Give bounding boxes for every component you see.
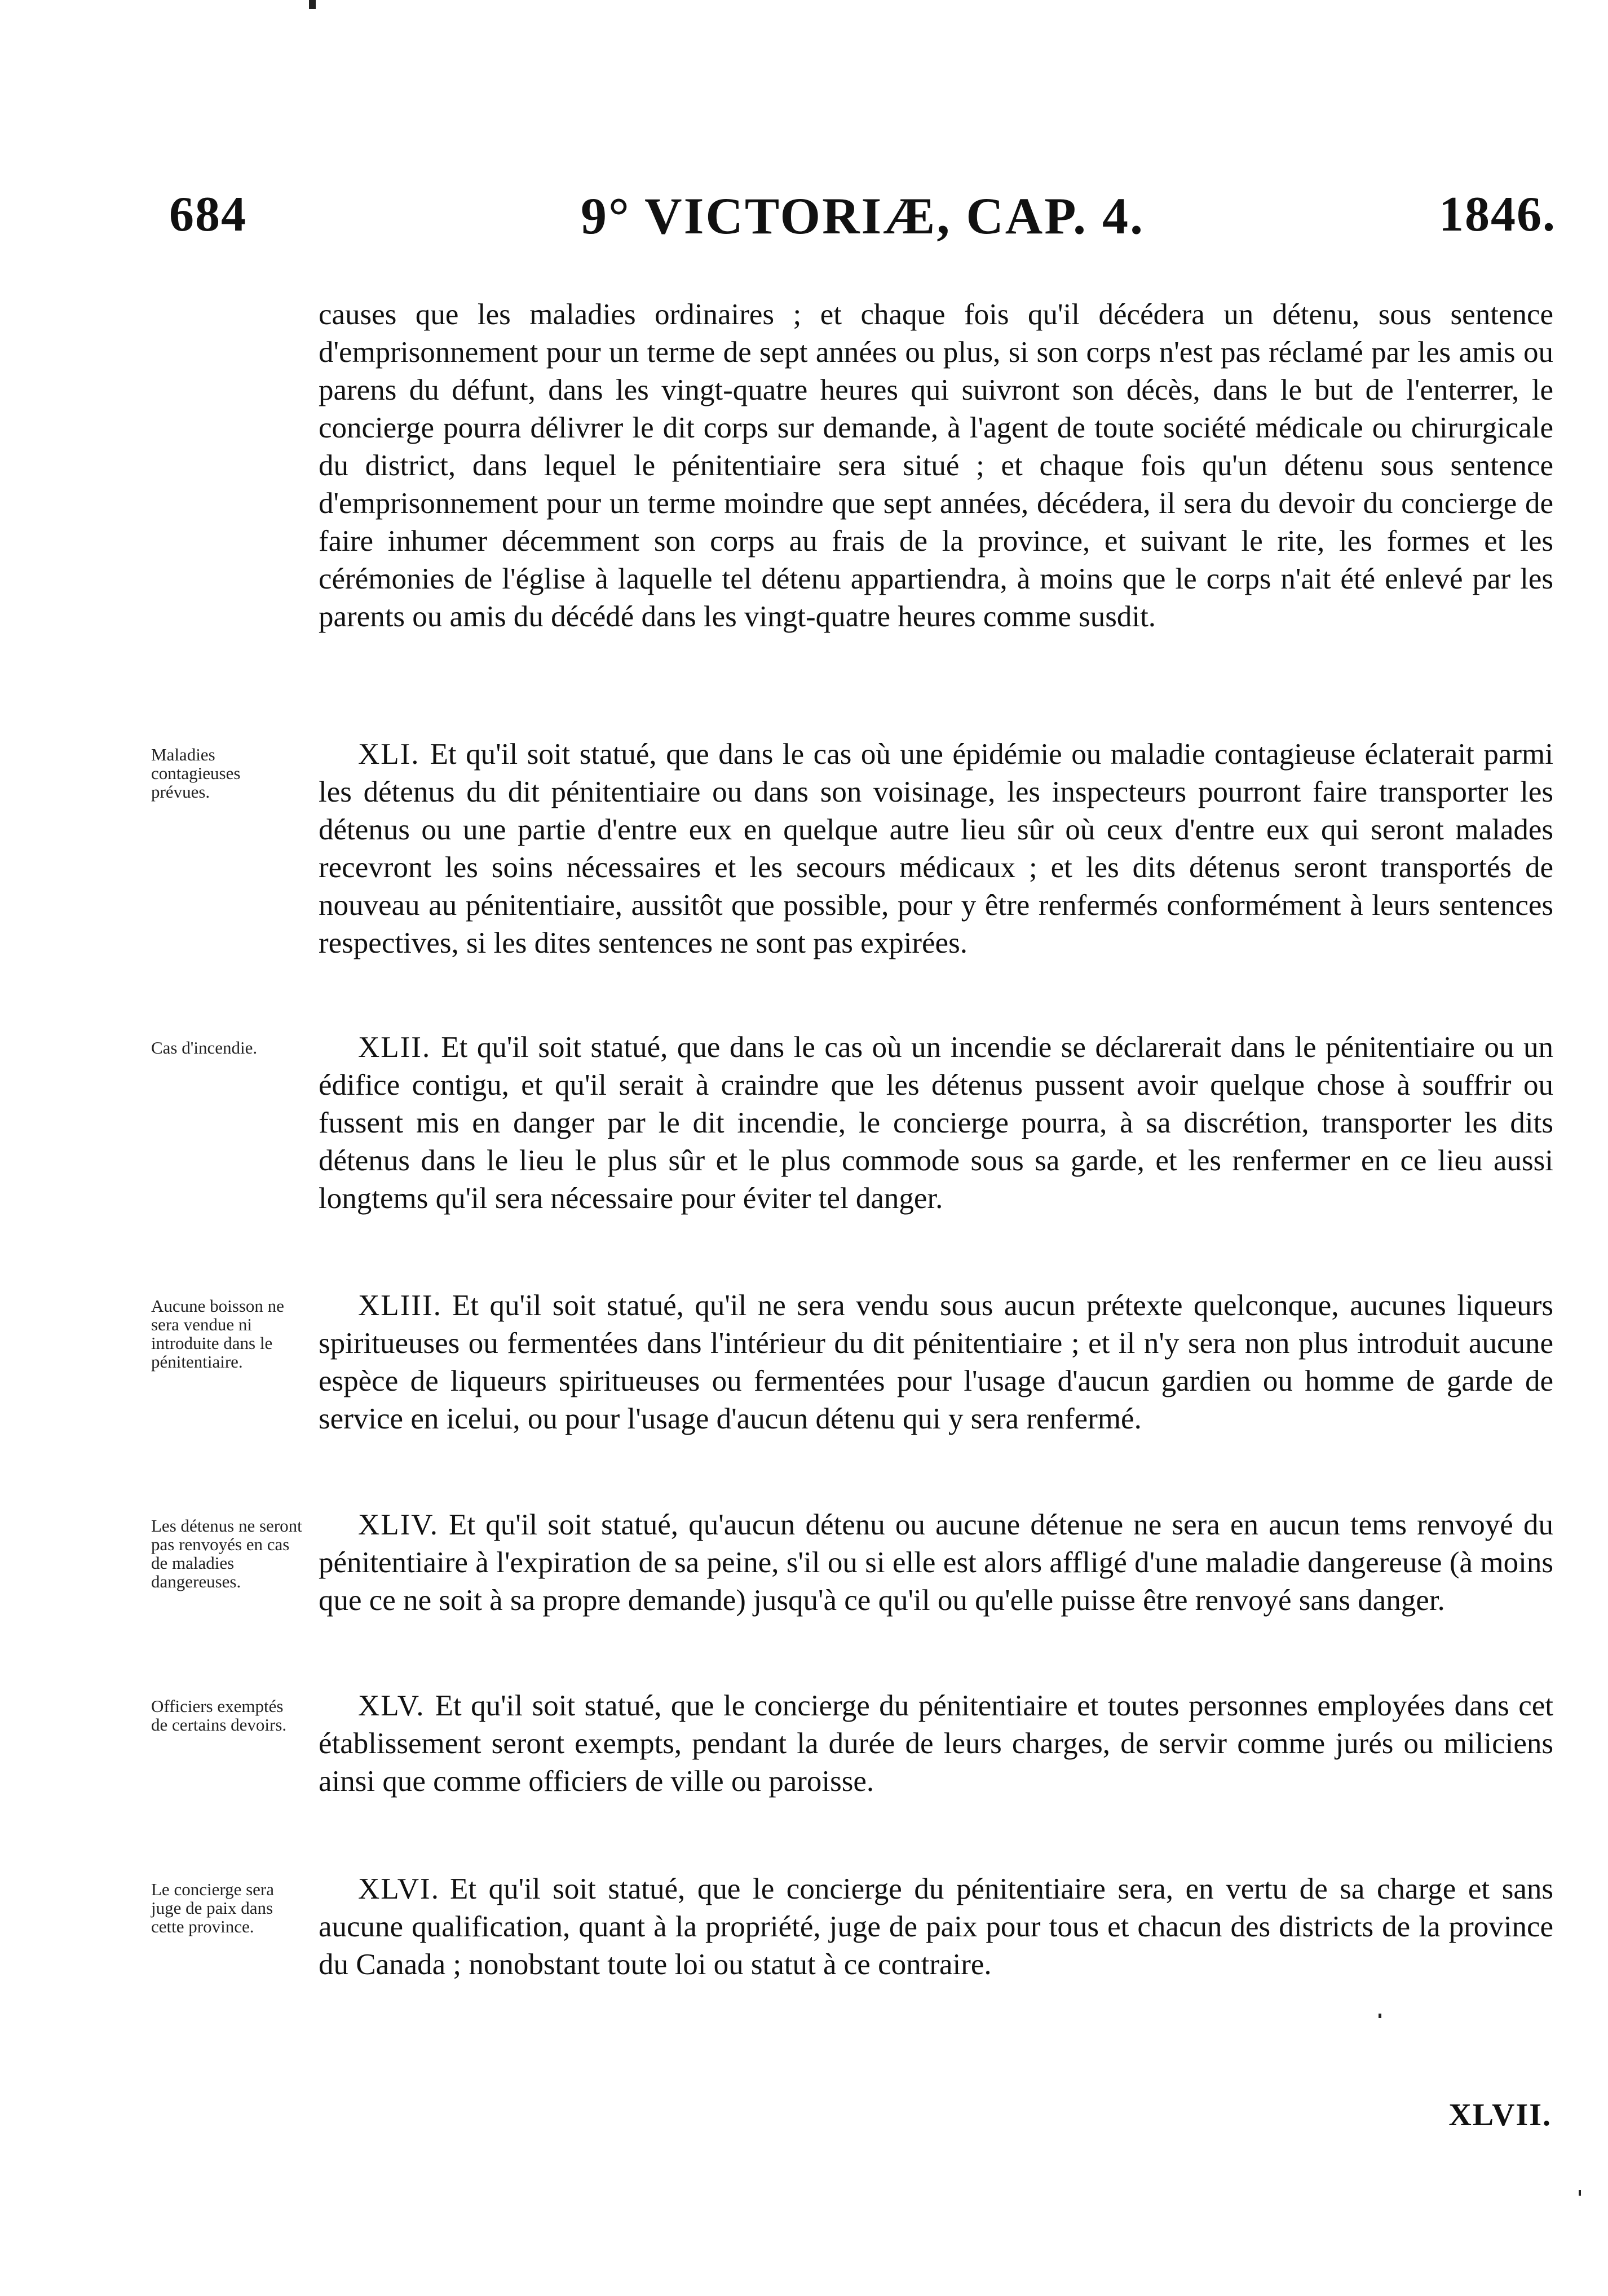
running-title: 9° VICTORIÆ, CAP. 4. [581, 187, 1145, 245]
catchword: XLVII. [1448, 2098, 1552, 2133]
section-text: Et qu'il soit statué, que le concierge du pénitentiaire et toutes personnes employées dans cet établissement seront exempts, pendant la durée de leurs charges, de servir comme jurés ou miliciens ainsi que comme officiers de ville ou paroisse. [319, 1689, 1553, 1798]
page-header [169, 186, 1556, 248]
section-text: Et qu'il soit statué, qu'il ne sera vendu sous aucun prétexte quelconque, aucunes liqueurs spiritueuses ou fermentées dans l'intérieur du dit pénitentiaire ; et il n'y sera non plus introduit aucune espèce de liqueurs spiritueuses ou fermentées pour l'usage d'aucun gardien ou homme de garde de service en icelui, ou pour l'usage d'aucun détenu qui y sera renfermé. [319, 1289, 1553, 1435]
print-speck [309, 0, 316, 9]
section-text: Et qu'il soit statué, que le concierge du pénitentiaire sera, en vertu de sa charge et sans aucune qualification, quant à la propriété, juge de paix pour tous et chacun des districts de la province du Canada ; nonobstant toute loi ou statut à ce contraire. [319, 1873, 1553, 1981]
section-xliv [319, 1506, 1553, 1620]
section-number: XLI. [358, 738, 420, 771]
section-text: Et qu'il soit statué, que dans le cas où un incendie se déclarerait dans le pénitentiaire ou un édifice contigu, et qu'il serait à craindre que les détenus pussent avoir quelque chose à souffrir ou fussent mis en danger par le dit incendie, le concierge pourra, à sa discrétion, transporter les dits détenus dans le lieu le plus sûr et le plus commode sous sa garde, et les renfermer en ce lieu aussi longtems qu'il sera nécessaire pour éviter tel danger. [319, 1031, 1553, 1215]
print-speck [1379, 2014, 1381, 2018]
section-xliii [319, 1287, 1553, 1438]
margin-note-xliii: Aucune boisson ne sera vendue ni introduite dans le pénitentiaire. [151, 1296, 284, 1372]
intro-paragraph: causes que les maladies ordinaires ; et chaque fois qu'il décédera un détenu, sous sentence d'emprisonnement pour un terme de sept années ou plus, si son corps n'est pas réclamé par les amis ou parens du défunt, dans les vingt-quatre heures qui suivront son décès, dans le but de l'enterrer, le concierge pourra délivrer le dit corps sur demande, à l'agent de toute société médicale ou chirurgicale du district, dans lequel le pénitentiaire sera situé ; et chaque fois qu'un détenu sous sentence d'emprisonnement pour un terme moindre que sept années, décédera, il sera du devoir du concierge de faire inhumer décemment son corps au frais de la province, et suivant le rite, les formes et les cérémonies de l'église à laquelle tel détenu appartiendra, à moins que le corps n'ait été enlevé par les parents ou amis du décédé dans les vingt-quatre heures comme susdit. [319, 298, 1553, 633]
section-xlv [319, 1687, 1553, 1800]
year: 1846. [1439, 187, 1556, 242]
section-xlvi [319, 1870, 1553, 1984]
section-xlii [319, 1029, 1553, 1218]
print-speck [1579, 2190, 1581, 2196]
section-number: XLII. [358, 1031, 431, 1064]
margin-note-xlii: Cas d'incendie. [151, 1038, 258, 1058]
section-number: XLIV. [358, 1508, 439, 1541]
page-number: 684 [169, 187, 247, 242]
margin-note-xli: Maladies contagieuses prévues. [151, 745, 241, 802]
margin-note-xlv: Officiers exemptés de certains devoirs. [151, 1696, 287, 1735]
section-xli [319, 736, 1553, 962]
section-number: XLVI. [358, 1873, 440, 1905]
section-number: XLIII. [358, 1289, 442, 1322]
margin-note-xlvi: Le concierge sera juge de paix dans cette province. [151, 1879, 275, 1936]
margin-note-xliv: Les détenus ne seront pas renvoyés en cas de maladies dangereuses. [151, 1516, 302, 1591]
section-text: Et qu'il soit statué, que dans le cas où une épidémie ou maladie contagieuse éclaterait parmi les détenus du dit pénitentiaire ou dans son voisinage, les inspecteurs pourront faire transporter les détenus ou une partie d'entre eux en quelque autre lieu sûr où ceux d'entre eux qui seront malades recevront les soins nécessaires et les secours médicaux ; et les dits détenus seront transportés de nouveau au pénitentiaire, aussitôt que possible, pour y être renfermés conformément à leurs sentences respectives, si les dites sentences ne sont pas expirées. [319, 738, 1553, 959]
section-number: XLV. [358, 1689, 425, 1722]
section-text: Et qu'il soit statué, qu'aucun détenu ou aucune détenue ne sera en aucun tems renvoyé du pénitentiaire à l'expiration de sa peine, s'il ou si elle est alors affligé d'une maladie dangereuse (à moins que ce ne soit à sa propre demande) jusqu'à ce qu'il ou qu'elle puisse être renvoyé sans danger. [319, 1508, 1553, 1617]
